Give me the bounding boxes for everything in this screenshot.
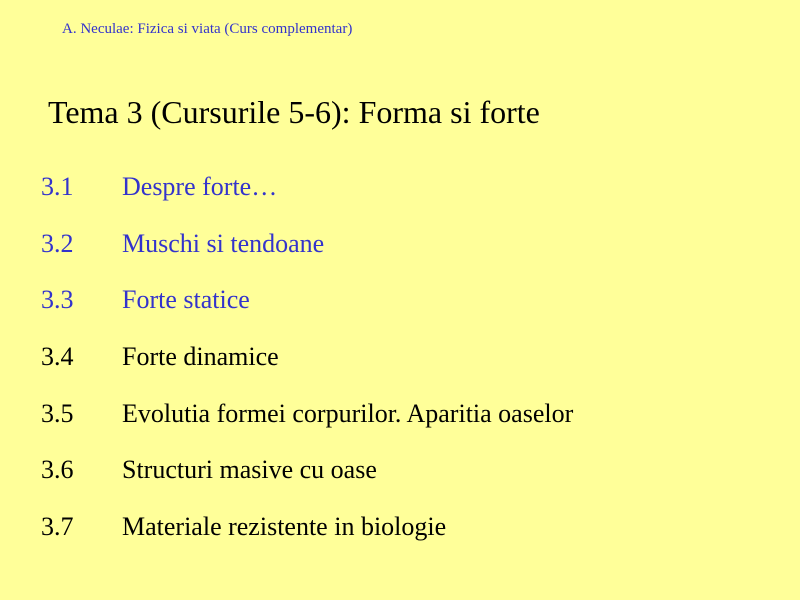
topic-number: 3.2 xyxy=(41,228,74,258)
slide-title: Tema 3 (Cursurile 5-6): Forma si forte xyxy=(48,94,540,130)
topic-label: Structuri masive cu oase xyxy=(122,455,377,485)
topic-number: 3.3 xyxy=(41,285,74,315)
course-header: A. Neculae: Fizica si viata (Curs complementar) xyxy=(62,21,353,37)
topic-item-3-7 xyxy=(41,512,573,569)
topic-item-3-6 xyxy=(41,455,573,512)
topic-label: Materiale rezistente in biologie xyxy=(122,512,447,542)
topic-number: 3.1 xyxy=(41,172,74,201)
topic-link[interactable]: Forte statice xyxy=(122,285,250,315)
topic-label: Evolutia formei corpurilor. Aparitia oaselor xyxy=(122,398,574,428)
topic-number: 3.4 xyxy=(41,342,74,372)
topic-item-3-2[interactable] xyxy=(41,229,573,286)
topic-number: 3.7 xyxy=(41,512,74,542)
topic-link[interactable]: Muschi si tendoane xyxy=(122,228,325,258)
topic-label: Forte dinamice xyxy=(122,342,279,372)
topic-item-3-4 xyxy=(41,342,573,399)
topic-item-3-3[interactable] xyxy=(41,285,573,342)
topic-link[interactable]: Despre forte… xyxy=(122,172,278,201)
topic-list xyxy=(41,172,573,569)
topic-item-3-5 xyxy=(41,399,573,456)
topic-item-3-1[interactable] xyxy=(41,172,573,229)
topic-number: 3.5 xyxy=(41,398,74,428)
topic-number: 3.6 xyxy=(41,455,74,485)
